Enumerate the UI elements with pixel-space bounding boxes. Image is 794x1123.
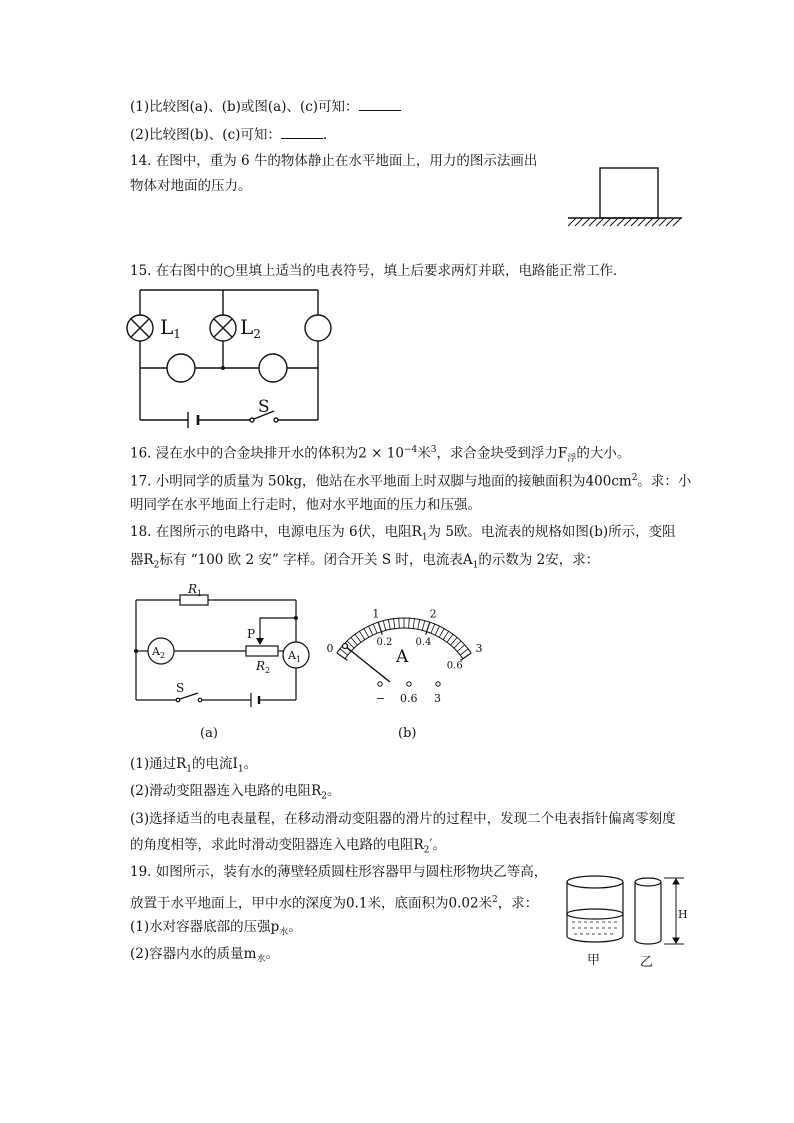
q19-line1: 19. 如图所示，装有水的薄壁轻质圆柱形容器甲与圆柱形物块乙等高， [130, 864, 548, 880]
dial-top-label: 2 [429, 607, 437, 621]
dial-tick [457, 645, 464, 652]
q17-line2: 明同学在水平地面上行走时，他对水平地面的压力和压强。 [130, 497, 481, 513]
dial-tick [394, 619, 395, 629]
dial-top-label: 3 [475, 641, 483, 655]
dial-tick [355, 634, 361, 642]
dial-tick [447, 634, 453, 642]
q18-line2: 器$R_2$标有 “100 欧 2 安” 字样。闭合开关 S 时，电流表$A_1$的示数为 2安，求： [130, 552, 600, 571]
answer-blank[interactable] [359, 98, 401, 111]
label-yi: 乙 [640, 955, 654, 970]
q16-line: 16. 浸在水中的合金块排开水的体积为$2 \times 10^{-4}$米$^3$，求合金块受到浮力$F_浮$的大小。 [130, 445, 631, 465]
dial-tick [435, 626, 439, 635]
dial-tick [422, 621, 425, 631]
q17-line1: 17. 小明同学的质量为 50kg，他站在水平地面上时双脚与地面的接触面积为$400cm^2$。求：小 [130, 473, 692, 490]
dial-tick [443, 631, 448, 639]
q19-line2: 放置于水平地面上，甲中水的深度为0.1米，底面积为0.02米$^2$，求： [130, 895, 539, 912]
dial-tick [383, 621, 386, 631]
cylinder-yi [635, 878, 661, 944]
dial-bottom-label: 0.2 [376, 637, 393, 649]
label-p: P [247, 627, 256, 641]
dial-top-label: 1 [372, 607, 380, 621]
battery-symbol [188, 412, 198, 428]
q18-sub1: (1)通过$R_1$的电流$I_1$。 [130, 756, 258, 775]
block-on-ground-figure [564, 164, 684, 230]
terminal-label: − [376, 692, 386, 705]
dial-tick [413, 619, 414, 629]
answer-blank[interactable] [281, 126, 323, 139]
dial-bottom-label: 0.6 [446, 660, 463, 672]
q18-sub3-line1: (3)选择适当的电表量程，在移动滑动变阻器的滑片的过程中，发现二个电表指针偏离零刻度 [130, 811, 676, 827]
dial-tick [340, 649, 348, 655]
container-jia [567, 876, 623, 942]
lamp-l2 [210, 315, 236, 341]
meter-slot-middle-left[interactable] [167, 354, 195, 382]
dial-tick [431, 624, 435, 633]
dial-tick [351, 637, 357, 645]
dial-tick [399, 618, 400, 628]
resistor-r2 [246, 646, 278, 656]
dial-tick [364, 629, 369, 638]
label-r1: $R_1$ [188, 582, 203, 598]
label-a1: $A_1$ [288, 649, 302, 664]
caption-b: (b) [398, 726, 417, 741]
battery-figure-a [251, 693, 259, 707]
ammeter-dial-figure-b [312, 582, 492, 742]
terminal-3 [436, 682, 440, 686]
q14-line1: 14. 在图中，重为 6 牛的物体静止在水平地面上，用力的图示法画出 [130, 153, 538, 169]
dial-pointer [345, 646, 390, 682]
dial-tick [409, 618, 410, 628]
dial-tick [439, 629, 444, 638]
resistor-r1 [180, 595, 208, 605]
q13-line2: (2)比较图(b)、(c)可知： . [130, 127, 328, 143]
label-h: H [678, 908, 688, 921]
dial-tick [388, 620, 390, 630]
label-s: S [176, 681, 185, 695]
dial-tick [460, 649, 468, 655]
dial-tick [347, 641, 354, 648]
cylinders-figure [560, 872, 700, 970]
block [600, 168, 658, 218]
q19-sub2: (2)容器内水的质量$m_水$。 [130, 946, 279, 965]
dial-top-label: 0 [326, 641, 334, 655]
label-r2: $R_2$ [256, 659, 271, 675]
meter-slot-right[interactable] [305, 315, 331, 341]
label-l1: $L_1$ [160, 315, 181, 341]
junction-dot [134, 649, 138, 653]
q18-sub2: (2)滑动变阻器连入电路的电阻$R_2$。 [130, 783, 341, 802]
q14-line2: 物体对地面的压力。 [130, 178, 252, 194]
slider-p-arrow [256, 638, 264, 645]
label-l2: $L_2$ [240, 315, 261, 341]
q18-sub3-line2: 的角度相等，求此时滑动变阻器连入电路的电阻$R_2'$。 [130, 837, 446, 856]
dial-pivot [343, 644, 348, 649]
dial-tick [418, 620, 420, 630]
ground-hatching [568, 218, 681, 226]
terminal-label: 0.6 [400, 692, 418, 705]
dial-tick [451, 637, 457, 645]
dial-unit: A [396, 647, 409, 667]
parallel-lamps-circuit [128, 286, 328, 426]
q15-line1: 15. 在右图中的○里填上适当的电表符号，填上后要求两灯并联，电路能正常工作． [130, 263, 627, 279]
terminal-negative [378, 682, 382, 686]
label-jia: 甲 [587, 953, 601, 968]
label-a2: $A_2$ [152, 645, 166, 660]
dial-tick [373, 624, 377, 633]
terminal-label: 3 [434, 692, 441, 705]
dial-bottom-labels [376, 637, 462, 671]
caption-a: (a) [200, 726, 218, 741]
lamp-l1 [127, 315, 153, 341]
circuit-figure-a [130, 582, 310, 742]
q18-line1: 18. 在图所示的电路中，电源电压为 6伏，电阻$R_1$为 5欧。电流表的规格如图(b)所示，变阻 [130, 524, 676, 543]
dial-tick [454, 641, 461, 648]
dial-tick [359, 631, 364, 639]
q13-line1: (1)比较图(a)、(b)或图(a)、(c)可知： [130, 98, 401, 116]
junction-dot [294, 616, 298, 620]
water-surface-dashes [572, 922, 620, 934]
q19-sub1: (1)水对容器底部的压强$p_水$。 [130, 919, 302, 938]
terminal-0-6 [407, 682, 411, 686]
meter-slot-middle-right[interactable] [259, 354, 287, 382]
dial-bottom-label: 0.4 [415, 637, 432, 649]
junction-dot [221, 366, 225, 370]
label-switch: S [258, 397, 270, 417]
dial-tick [368, 626, 372, 635]
